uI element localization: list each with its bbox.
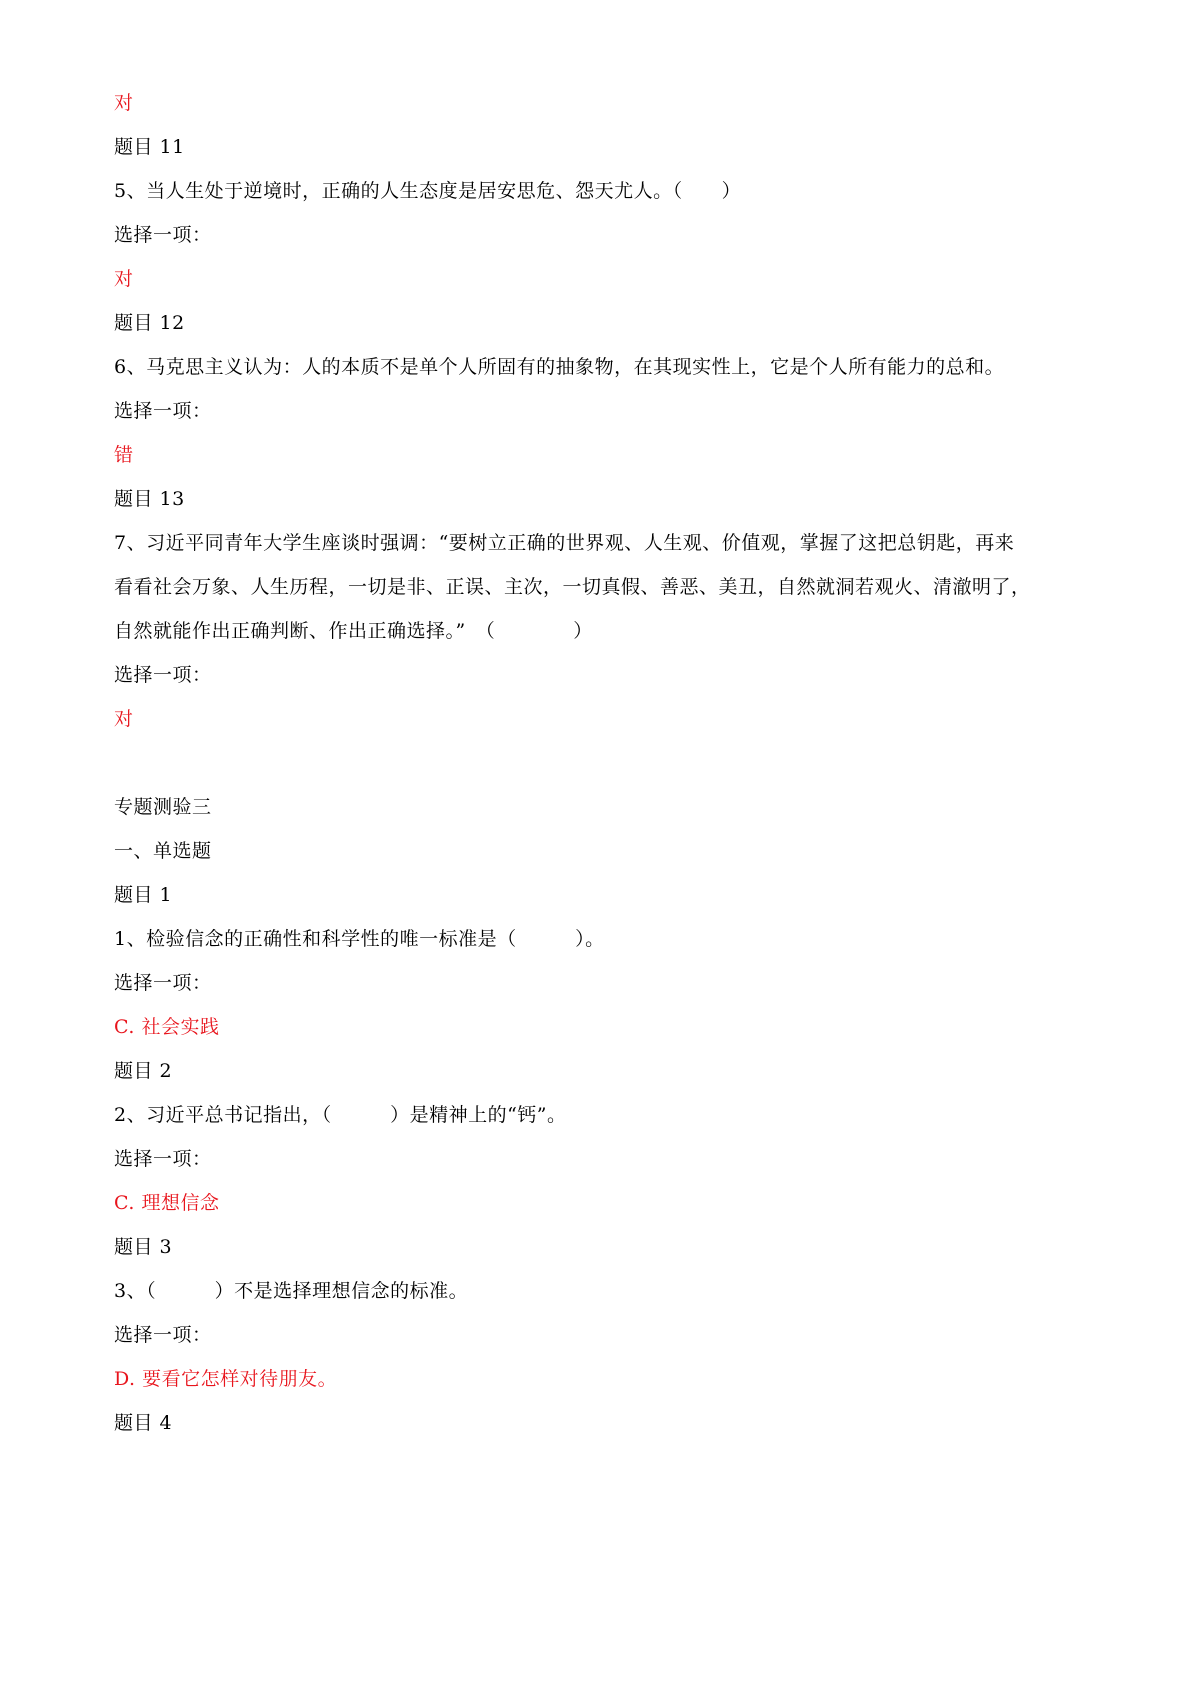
question-text: 5、当人生处于逆境时，正确的人生态度是居安思危、怨天尤人。（ ） bbox=[114, 180, 742, 202]
question-text: 1、检验信念的正确性和科学性的唯一标准是（ ）。 bbox=[114, 928, 605, 950]
answer-text: C. 社会实践 bbox=[114, 1016, 220, 1038]
question-number: 题目 13 bbox=[114, 488, 185, 510]
choose-one-label: 选择一项： bbox=[114, 224, 212, 246]
question-number: 题目 2 bbox=[114, 1060, 173, 1082]
question-number: 题目 11 bbox=[114, 136, 185, 158]
choose-one-label: 选择一项： bbox=[114, 1148, 212, 1170]
question-text: 2、习近平总书记指出，（ ）是精神上的“钙”。 bbox=[114, 1104, 567, 1126]
question-number: 题目 1 bbox=[114, 884, 173, 906]
answer-text: 对 bbox=[114, 92, 134, 114]
question-text: 看看社会万象、人生历程，一切是非、正误、主次，一切真假、善恶、美丑，自然就洞若观火、清澈明了， bbox=[114, 576, 1031, 598]
question-number: 题目 12 bbox=[114, 312, 185, 334]
choose-one-label: 选择一项： bbox=[114, 400, 212, 422]
answer-text: 错 bbox=[114, 444, 134, 466]
choose-one-label: 选择一项： bbox=[114, 1324, 212, 1346]
question-number: 题目 3 bbox=[114, 1236, 173, 1258]
choose-one-label: 选择一项： bbox=[114, 972, 212, 994]
question-text: 3、（ ）不是选择理想信念的标准。 bbox=[114, 1280, 469, 1302]
answer-text: C. 理想信念 bbox=[114, 1192, 220, 1214]
answer-text: 对 bbox=[114, 708, 134, 730]
choose-one-label: 选择一项： bbox=[114, 664, 212, 686]
answer-text: D. 要看它怎样对待朋友。 bbox=[114, 1368, 338, 1390]
question-number: 题目 4 bbox=[114, 1412, 173, 1434]
question-text: 7、习近平同青年大学生座谈时强调：“要树立正确的世界观、人生观、价值观，掌握了这把总钥匙，再来 bbox=[114, 532, 1015, 554]
section-subtitle: 一、单选题 bbox=[114, 840, 212, 862]
question-text: 6、马克思主义认为：人的本质不是单个人所固有的抽象物，在其现实性上，它是个人所有能力的总和。 bbox=[114, 356, 1005, 378]
question-text: 自然就能作出正确判断、作出正确选择。” （ ） bbox=[114, 620, 593, 642]
section-title: 专题测验三 bbox=[114, 796, 212, 818]
answer-text: 对 bbox=[114, 268, 134, 290]
